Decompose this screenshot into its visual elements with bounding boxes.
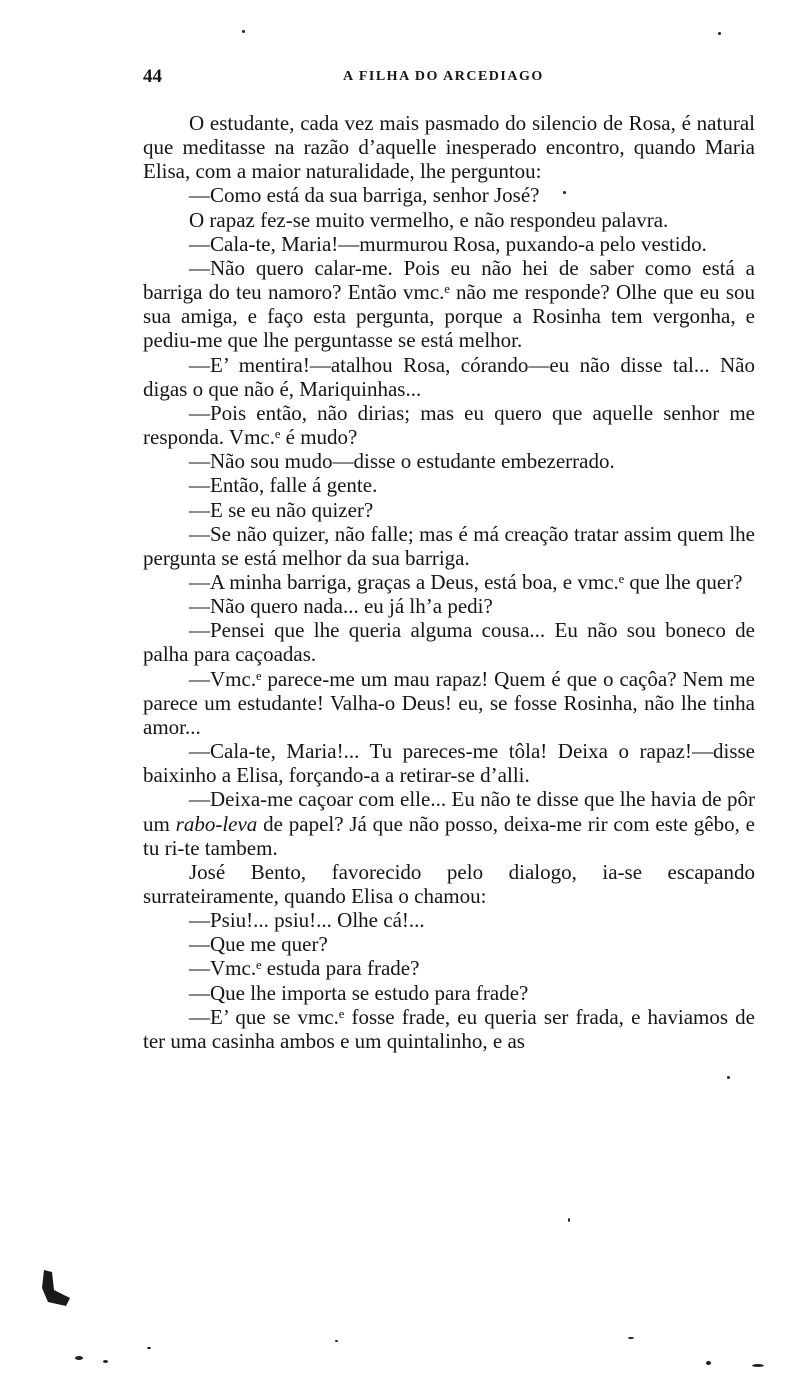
- paragraph: —Deixa-me caçoar com elle... Eu não te disse que lhe havia de pôr um rabo-leva de papel? Já que não posso, deixa-me rir com este gêbo, e tu ri-te tambem.: [143, 787, 755, 860]
- paragraph: —Cala-te, Maria!... Tu pareces-me tôla! Deixa o rapaz!—disse baixinho a Elisa, forçando-a a retirar-se d’alli.: [143, 739, 755, 788]
- scan-speck: [568, 1218, 570, 1222]
- paragraph: —E’ mentira!—atalhou Rosa, córando—eu não disse tal... Não digas o que não é, Mariquinhas...: [143, 352, 755, 401]
- page-header: [143, 66, 755, 90]
- paragraph: —Que lhe importa se estudo para frade?: [189, 980, 529, 1005]
- paragraph: —Então, falle á gente.: [189, 473, 378, 498]
- scan-speck: [563, 191, 566, 194]
- scan-speck: [752, 1364, 764, 1367]
- paragraph: —Vmc.ᵉ parece-me um mau rapaz! Quem é que o caçôa? Nem me parece um estudante! Valha-o Deus! eu, se fosse Rosinha, não lhe tinha amor...: [143, 666, 755, 739]
- paragraph: —Cala-te, Maria!—murmurou Rosa, puxando-a pelo vestido.: [189, 231, 707, 256]
- body-text: [143, 111, 755, 1053]
- scan-speck: [103, 1360, 108, 1363]
- scan-speck: [628, 1337, 634, 1339]
- paragraph: José Bento, favorecido pelo dialogo, ia-se escapando surrateiramente, quando Elisa o chamou:: [143, 859, 755, 908]
- paragraph: O estudante, cada vez mais pasmado do silencio de Rosa, é natural que meditasse na razão d’aquelle inesperado encontro, quando Maria Elisa, com a maior naturalidade, lhe perguntou:: [143, 111, 755, 184]
- paragraph: —Se não quizer, não falle; mas é má creação tratar assim quem lhe pergunta se está melhor da sua barriga.: [143, 521, 755, 570]
- scan-speck: [75, 1356, 83, 1360]
- paragraph: —Não quero calar-me. Pois eu não hei de saber como está a barriga do teu namoro? Então vmc.ᵉ não me responde? Olhe que eu sou sua amiga, e faço esta pergunta, porque a Rosinha tem vergonha, e pediu-me que lhe perguntasse se está melhor.: [143, 255, 755, 353]
- paragraph: —Pois então, não dirias; mas eu quero que aquelle senhor me responda. Vmc.ᵉ é mudo?: [143, 400, 755, 450]
- italic-term: rabo-leva: [175, 811, 258, 836]
- paragraph: O rapaz fez-se muito vermelho, e não respondeu palavra.: [189, 207, 669, 232]
- scan-speck: [706, 1361, 711, 1365]
- scan-speck: [147, 1347, 151, 1349]
- paragraph: —Psiu!... psiu!... Olhe cá!...: [189, 908, 425, 933]
- scan-speck: [718, 32, 721, 35]
- running-title: A FILHA DO ARCEDIAGO: [343, 69, 544, 84]
- paragraph: —Como está da sua barriga, senhor José?: [189, 183, 540, 208]
- paragraph: —Que me quer?: [189, 932, 328, 957]
- paragraph: —E’ que se vmc.ᵉ fosse frade, eu queria ser frada, e haviamos de ter uma casinha ambos e um quintalinho, e as: [143, 1004, 755, 1053]
- scan-speck: [242, 30, 245, 33]
- scan-artifact-mark: [40, 1268, 74, 1308]
- paragraph: —E se eu não quizer?: [189, 497, 374, 522]
- scan-speck: [335, 1340, 338, 1342]
- paragraph: —Vmc.ᵉ estuda para frade?: [189, 956, 420, 981]
- paragraph: —A minha barriga, graças a Deus, está boa, e vmc.ᵉ que lhe quer?: [189, 569, 743, 594]
- page-number: 44: [143, 66, 162, 87]
- paragraph: —Não quero nada... eu já lh’a pedi?: [189, 594, 493, 619]
- paragraph: —Não sou mudo—disse o estudante embezerrado.: [189, 449, 615, 474]
- scan-speck: [727, 1076, 730, 1079]
- paragraph: —Pensei que lhe queria alguma cousa... Eu não sou boneco de palha para caçoadas.: [143, 618, 755, 667]
